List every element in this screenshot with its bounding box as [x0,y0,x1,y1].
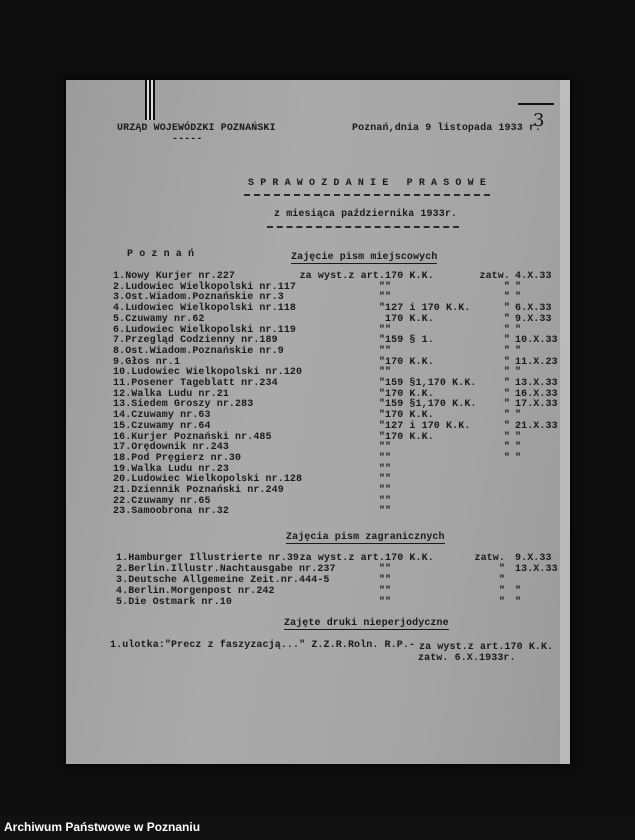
row-approval-mark: " [503,420,510,432]
place-date: Poznań,dnia 9 listopada 1933 r. [352,123,542,134]
row-reason: " [378,564,385,575]
row-reason: " [378,506,385,518]
row-name: 17.Orędownik nr.243 [113,442,229,454]
row-name: 13.Siedem Groszy nr.283 [113,399,254,411]
row-approval-date: 10.X.33 [515,335,558,347]
row-approval-mark: " [503,292,510,304]
office-name: URZĄD WOJEWÓDZKI POZNAŃSKI [117,123,276,134]
row-reason: " [378,281,385,293]
row-article: 127 i 170 K.K. [385,420,471,432]
row-name: 6.Ludowiec Wielkopolski nr.119 [113,324,297,336]
row-reason: " [378,474,385,486]
row-name: 2.Ludowiec Wielkopolski nr.117 [113,281,297,293]
row-reason: " [378,485,385,496]
row-approval-date: " [515,586,522,597]
row-article: " [385,452,392,464]
row-approval-mark: " [503,442,510,454]
row-approval-mark: " [503,410,510,422]
row-name: 3.Deutsche Allgemeine Zeit.nr.444-5 [116,575,330,586]
row-approval-date: " [515,597,522,608]
row-approval-date: 17.X.33 [515,399,558,411]
row-name: 23.Samoobrona nr.32 [113,506,229,518]
row-approval-mark: " [498,575,505,586]
row-approval-mark: " [498,597,505,608]
row-name: 4.Berlin.Morgenpost nr.242 [116,586,275,597]
office-rule: ----- [172,134,203,145]
row-reason: " [378,586,385,597]
row-approval-date: 9.X.33 [515,313,552,325]
row-approval-mark: " [503,281,510,293]
row-approval-mark: " [503,313,510,325]
row-approval-mark: " [503,388,510,400]
nonperiodic-approval: zatw. 6.X.1933r. [418,653,516,664]
row-article: " [385,292,392,304]
row-reason: " [378,335,385,347]
row-approval-mark: " [503,303,510,315]
row-article: " [385,597,392,608]
row-article: 170 K.K. [385,271,434,282]
row-name: 7.Przegląd Codzienny nr.189 [113,335,278,347]
row-approval-mark: " [503,367,510,379]
row-approval-date: 9.X.33 [515,553,552,564]
row-reason: " [378,367,385,379]
nonperiodic-item: 1.ulotka:"Precz z faszyzacją..." Z.Z.R.Roln. R.P.- [110,640,416,651]
row-approval-date: 13.X.33 [515,378,558,389]
row-reason: " [378,597,385,608]
nonperiodic-heading: Zajęte druki nieperjodyczne [284,618,449,629]
row-reason: " [378,452,385,464]
row-approval-date: 6.X.33 [515,303,552,315]
row-reason: " [378,431,385,443]
row-name: 16.Kurjer Poznański nr.485 [113,431,272,443]
row-name: 10.Ludowiec Wielkopolski nr.120 [113,367,303,379]
archive-footer [0,816,635,840]
row-reason: " [378,420,385,432]
row-approval-date: " [515,324,522,336]
row-name: 11.Posener Tageblatt nr.234 [113,378,278,389]
row-approval-mark: " [498,564,505,575]
row-article: " [385,495,392,507]
row-name: 22.Czuwamy nr.65 [113,495,211,507]
title-rule [244,194,490,196]
subtitle-rule [267,226,459,228]
row-reason: za wyst.z art. [299,553,385,564]
row-approval-date: 4.X.33 [515,271,552,282]
report-title: S P R A W O Z D A N I E P R A S O W E [248,178,486,189]
row-approval-mark: zatw. [479,271,510,282]
row-name: 4.Ludowiec Wielkopolski nr.118 [113,303,297,315]
row-approval-date: " [515,292,522,304]
row-article: " [385,485,392,496]
row-article: 170 K.K. [385,356,434,368]
foreign-heading: Zajęcia pism zagranicznych [286,532,445,543]
row-reason: " [378,442,385,454]
row-name: 5.Czuwamy nr.62 [113,313,205,325]
local-heading: Zajęcie pism miejscowych [291,252,438,263]
row-article: " [385,506,392,518]
row-approval-mark: " [503,324,510,336]
row-approval-date: 21.X.33 [515,420,558,432]
row-article: 170 K.K. [385,313,434,325]
row-reason: " [378,345,385,357]
row-reason: " [378,356,385,368]
row-name: 9.Głos nr.1 [113,356,181,368]
row-approval-mark: " [498,586,505,597]
row-article: " [385,367,392,379]
row-reason: " [378,378,385,389]
row-article: " [385,324,392,336]
paper-clip [145,80,155,120]
row-approval-mark: " [503,378,510,389]
row-reason: " [378,410,385,422]
row-name: 2.Berlin.Illustr.Nachtausgabe nr.237 [116,564,336,575]
row-article: " [385,474,392,486]
row-name: 21.Dziennik Poznański nr.249 [113,485,284,496]
row-name: 3.Ost.Wiadom.Poznańskie nr.3 [113,292,284,304]
row-approval-date: " [515,410,522,422]
row-name: 1.Nowy Kurjer nr.227 [113,271,236,282]
row-reason: " [378,495,385,507]
row-approval-date: " [515,367,522,379]
row-reason: za wyst.z art. [299,271,385,282]
row-approval-date: 16.X.33 [515,388,558,400]
page-number-handwritten: 3 [533,110,545,131]
paper-edge [560,80,570,764]
row-reason: " [378,575,385,586]
row-reason: " [378,324,385,336]
city-label: P o z n a ń [127,249,195,260]
row-article: 127 i 170 K.K. [385,303,471,315]
row-article: " [385,564,392,575]
row-name: 8.Ost.Wiadom.Poznańskie nr.9 [113,345,284,357]
row-approval-date: " [515,281,522,293]
row-article: 159 § 1. [385,335,434,347]
row-article: " [385,281,392,293]
row-approval-date: " [515,345,522,357]
row-reason: " [378,303,385,315]
row-article: " [385,575,392,586]
row-name: 1.Hamburger Illustrierte nr.39 [116,553,300,564]
row-article: 170 K.K. [385,388,434,400]
row-approval-mark: " [503,452,510,464]
row-name: 12.Walka Ludu nr.21 [113,388,229,400]
row-article: 170 K.K. [385,410,434,422]
handwritten-strike [518,103,554,105]
row-approval-mark: " [503,399,510,411]
row-article: 170 K.K. [385,431,434,443]
archive-name: Archiwum Państwowe w Poznaniu [4,820,201,834]
row-name: 5.Die Ostmark nr.10 [116,597,232,608]
report-subtitle: z miesiąca października 1933r. [274,209,458,220]
row-approval-mark: " [503,345,510,357]
row-article: 159 §1,170 K.K. [385,399,477,411]
row-article: " [385,586,392,597]
row-approval-mark: " [503,335,510,347]
row-name: 19.Walka Ludu nr.23 [113,463,229,475]
row-reason: " [378,292,385,304]
nonperiodic-reason: za wyst.z art.170 K.K. [419,642,554,653]
row-article: " [385,442,392,454]
row-article: " [385,345,392,357]
row-name: 15.Czuwamy nr.64 [113,420,211,432]
row-approval-date: " [515,442,522,454]
row-approval-mark: zatw. [474,553,505,564]
row-article: 170 K.K. [385,553,434,564]
row-approval-date: 13.X.33 [515,564,558,575]
row-reason: " [378,388,385,400]
row-reason: " [378,399,385,411]
row-name: 20.Ludowiec Wielkopolski nr.128 [113,474,303,486]
row-article: 159 §1,170 K.K. [385,378,477,389]
row-approval-date: " [515,431,522,443]
row-name: 14.Czuwamy nr.63 [113,410,211,422]
row-approval-mark: " [503,431,510,443]
row-reason: " [378,463,385,475]
row-approval-mark: " [503,356,510,368]
row-name: 18.Pod Pręgierz nr.30 [113,452,242,464]
row-article: " [385,463,392,475]
row-approval-date: 11.X.23 [515,356,558,368]
row-approval-date: " [515,452,522,464]
